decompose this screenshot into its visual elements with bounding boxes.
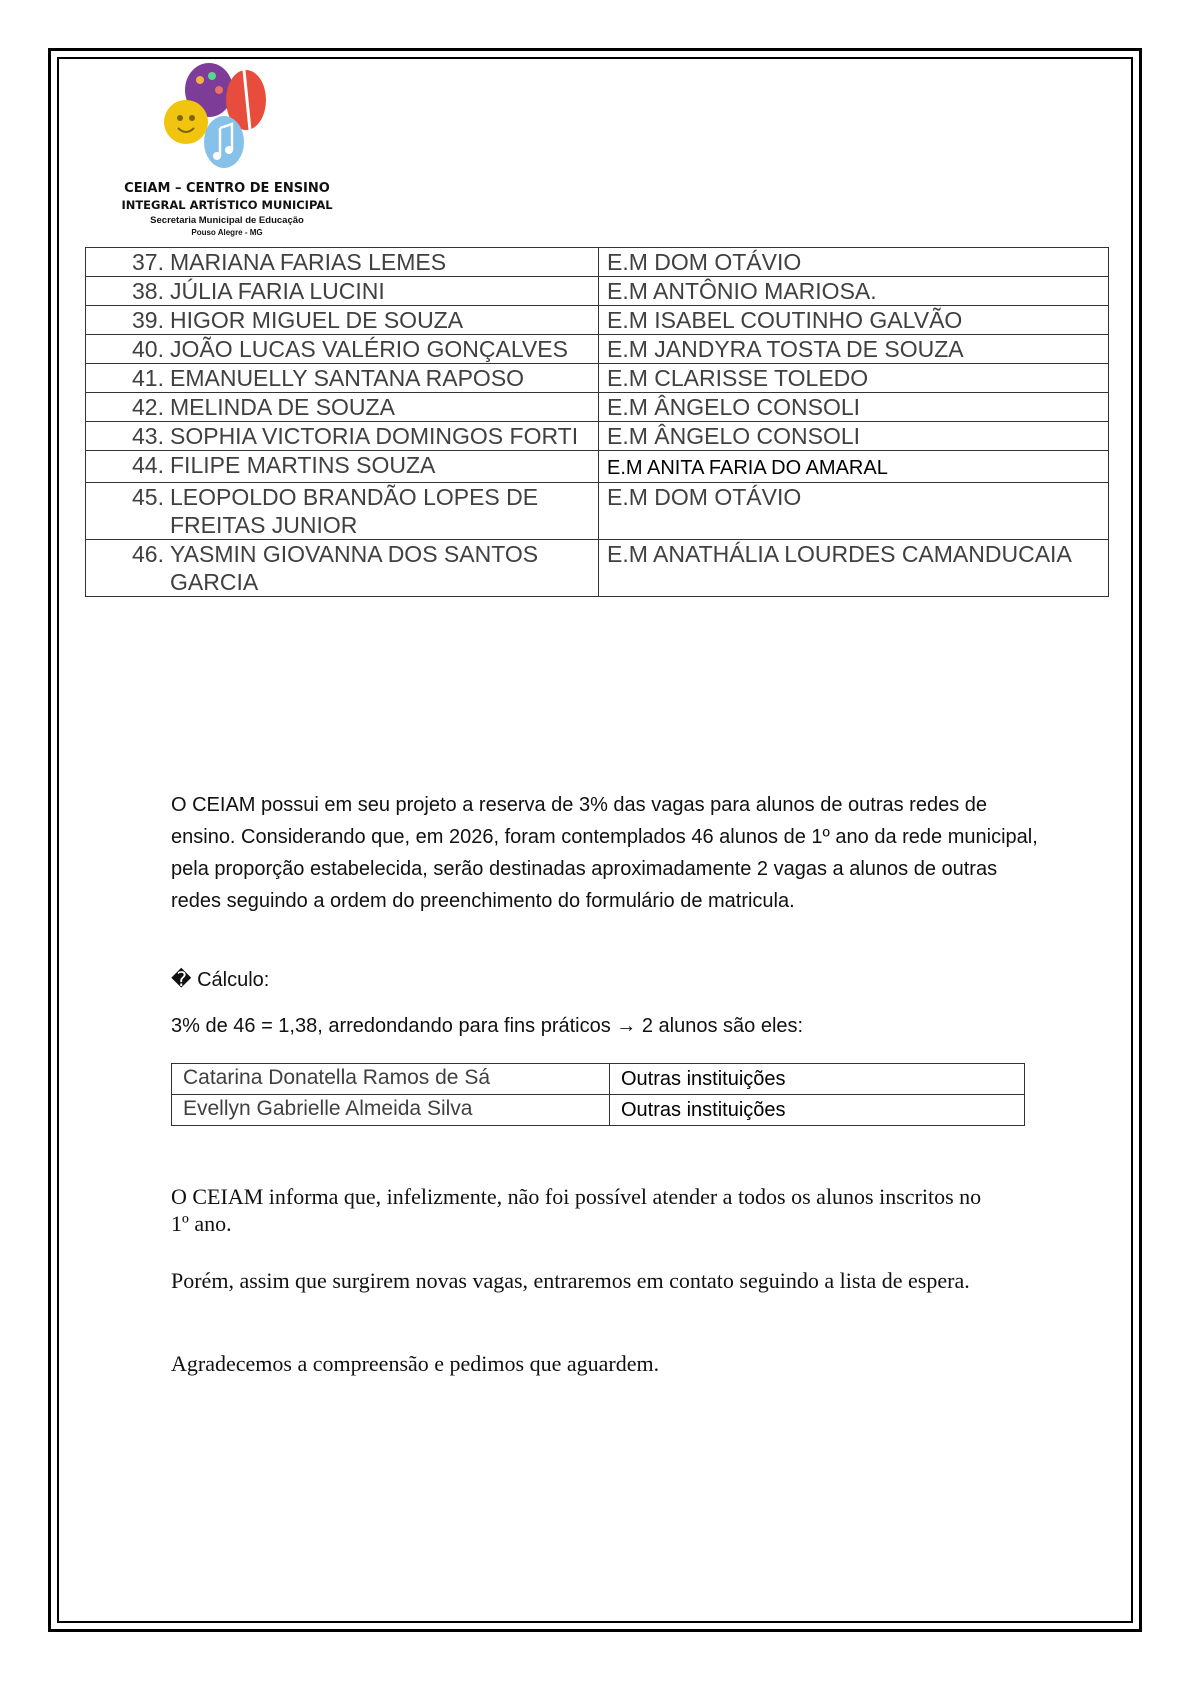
student-name-cell [86, 393, 599, 422]
ceiam-logo [112, 60, 342, 250]
row-number: 42. [132, 394, 164, 420]
student-list-table [85, 247, 1109, 597]
other-student-name: Catarina Donatella Ramos de Sá [172, 1064, 610, 1095]
student-name: JÚLIA FARIA LUCINI [170, 278, 385, 304]
row-number: 37. [132, 249, 164, 275]
school-name: E.M DOM OTÁVIO [607, 249, 802, 275]
student-name-cell [86, 483, 599, 540]
row-number: 45. [132, 484, 164, 510]
school-name: E.M ANTÔNIO MARIOSA. [607, 278, 877, 304]
row-number: 40. [132, 336, 164, 362]
student-name: MARIANA FARIAS LEMES [170, 249, 447, 275]
student-name: SOPHIA VICTORIA DOMINGOS FORTI [170, 423, 579, 449]
notice-unable: O CEIAM informa que, infelizmente, não foi possível atender a todos os alunos inscritos no 1º ano. [171, 1184, 982, 1236]
music-note-icon [204, 116, 244, 168]
student-name: JOÃO LUCAS VALÉRIO GONÇALVES [170, 336, 568, 362]
student-name-cell [86, 306, 599, 335]
school-name: E.M DOM OTÁVIO [607, 484, 802, 510]
school-name: E.M ANITA FARIA DO AMARAL [607, 457, 888, 479]
student-name: LEOPOLDO BRANDÃO LOPES DE FREITAS JUNIOR [170, 484, 539, 538]
table-row [86, 248, 1109, 277]
school-cell [599, 393, 1109, 422]
school-name: E.M ISABEL COUTINHO GALVÃO [607, 307, 963, 333]
student-name: EMANUELLY SANTANA RAPOSO [170, 365, 525, 391]
school-name: E.M ÂNGELO CONSOLI [607, 394, 861, 420]
other-student-institution: Outras instituições [610, 1064, 1025, 1095]
school-cell [599, 422, 1109, 451]
notice-waitlist: Porém, assim que surgirem novas vagas, entraremos em contato seguindo a lista de espera. [171, 1268, 970, 1293]
row-number: 43. [132, 423, 164, 449]
school-cell [599, 335, 1109, 364]
table-row [86, 306, 1109, 335]
table-row [86, 277, 1109, 306]
other-student-name: Evellyn Gabrielle Almeida Silva [172, 1095, 610, 1126]
table-row [86, 483, 1109, 540]
table-row [172, 1095, 1025, 1126]
school-name: E.M ANATHÁLIA LOURDES CAMANDUCAIA [607, 541, 1072, 567]
table-row [86, 540, 1109, 597]
arts-logo-icon [164, 60, 284, 180]
other-student-institution: Outras instituições [610, 1095, 1025, 1126]
table-row [86, 335, 1109, 364]
other-network-students-table [171, 1063, 1025, 1126]
student-name: YASMIN GIOVANNA DOS SANTOS GARCIA [170, 541, 539, 595]
table-row [86, 393, 1109, 422]
row-number: 41. [132, 365, 164, 391]
table-row [86, 422, 1109, 451]
school-name: E.M CLARISSE TOLEDO [607, 365, 869, 391]
calc-heading: � Cálculo: [171, 969, 270, 991]
student-name-cell [86, 451, 599, 483]
school-name: E.M JANDYRA TOSTA DE SOUZA [607, 336, 964, 362]
notice-thanks: Agradecemos a compreensão e pedimos que aguardem. [171, 1351, 660, 1376]
student-name: HIGOR MIGUEL DE SOUZA [170, 307, 464, 333]
row-number: 39. [132, 307, 164, 333]
school-cell [599, 364, 1109, 393]
logo-title-line2: INTEGRAL ARTÍSTICO MUNICIPAL [121, 198, 333, 212]
logo-city: Pouso Alegre - MG [191, 228, 263, 237]
row-number: 38. [132, 278, 164, 304]
school-cell [599, 483, 1109, 540]
school-cell [599, 540, 1109, 597]
school-cell [599, 451, 1109, 483]
table-row [86, 451, 1109, 483]
school-cell [599, 248, 1109, 277]
student-name: FILIPE MARTINS SOUZA [170, 452, 436, 478]
table-row [172, 1064, 1025, 1095]
row-number: 46. [132, 541, 164, 567]
reserve-paragraph: O CEIAM possui em seu projeto a reserva de 3% das vagas para alunos de outras redes de ensino. Considerando que, em 2026, foram contemplados 46 alunos de 1º ano da rede municipal, pela proporção estabelecida, serão destinadas aproximadamente 2 vagas a alunos de outras redes seguindo a ordem do preenchimento do formulário de matricula. [171, 794, 1038, 912]
student-name-cell [86, 540, 599, 597]
table-row [86, 364, 1109, 393]
theater-masks-icon [164, 100, 208, 144]
logo-subtitle: Secretaria Municipal de Educação [150, 215, 304, 226]
school-cell [599, 306, 1109, 335]
student-name-cell [86, 277, 599, 306]
student-name-cell [86, 364, 599, 393]
student-name-cell [86, 335, 599, 364]
school-cell [599, 277, 1109, 306]
student-name: MELINDA DE SOUZA [170, 394, 395, 420]
calc-line: 3% de 46 = 1,38, arredondando para fins práticos → 2 alunos são eles: [171, 1015, 804, 1037]
student-name-cell [86, 248, 599, 277]
school-name: E.M ÂNGELO CONSOLI [607, 423, 861, 449]
logo-title-line1: CEIAM – CENTRO DE ENSINO [124, 181, 330, 196]
row-number: 44. [132, 452, 164, 478]
student-name-cell [86, 422, 599, 451]
